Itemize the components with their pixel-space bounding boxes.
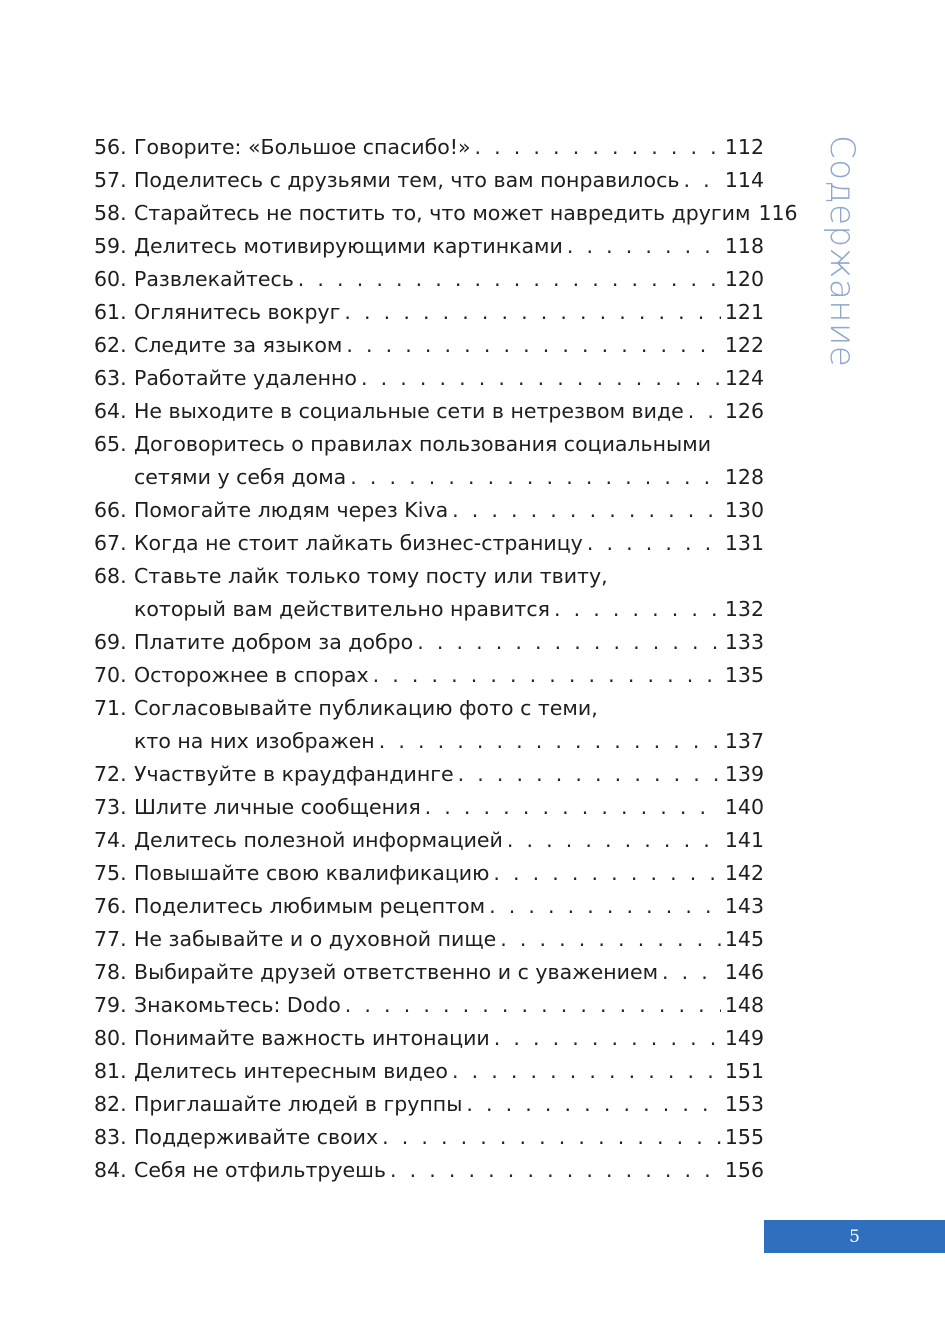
toc-entry-number: 72.: [94, 762, 127, 786]
toc-entry: [94, 263, 764, 296]
toc-entry-number: 76.: [94, 894, 127, 918]
toc-entry-body: [134, 560, 764, 626]
dot-leader: [361, 362, 721, 395]
toc-entry-title: Развлекайтесь: [134, 267, 294, 291]
toc-entry-title: Делитесь мотивирующими картинками: [134, 234, 563, 258]
toc-entry-page: 141: [724, 828, 764, 852]
toc-entry-body: [134, 296, 764, 329]
toc-entry-title: Приглашайте людей в группы: [134, 1092, 463, 1116]
toc-entry-body: [134, 1022, 764, 1055]
dot-leader: [466, 1088, 720, 1121]
toc-entry: [94, 131, 764, 164]
toc-entry-title: Выбирайте друзей ответственно и с уважением: [134, 960, 659, 984]
dot-leader: [489, 890, 721, 923]
toc-entry-line: [134, 131, 764, 164]
toc-entry-line: [134, 230, 764, 263]
toc-entry-page: 130: [724, 498, 764, 522]
toc-entry-line: [134, 659, 764, 692]
toc-entry-line: [134, 263, 764, 296]
dot-leader: [379, 725, 721, 758]
toc-entry: [94, 164, 764, 197]
toc-entry-title: Оглянитесь вокруг: [134, 300, 341, 324]
toc-entry: [94, 395, 764, 428]
dot-leader: [452, 494, 721, 527]
toc-entry-number: 84.: [94, 1158, 127, 1182]
toc-entry-page: 124: [724, 366, 764, 390]
toc-entry-body: [134, 626, 764, 659]
toc-entry-title: сетями у себя дома: [134, 465, 347, 489]
toc-entry-number: 65.: [94, 432, 127, 456]
toc-entry: [94, 692, 764, 758]
toc-entry-title: Не забывайте и о духовной пище: [134, 927, 497, 951]
dot-leader: [458, 758, 721, 791]
toc-entry-line: [134, 989, 764, 1022]
toc-entry-line: [134, 1055, 764, 1088]
dot-leader: [475, 131, 721, 164]
toc-entry-title: кто на них изображен: [134, 729, 375, 753]
toc-entry-line: [134, 1154, 764, 1187]
toc-entry: [94, 758, 764, 791]
toc-entry-number: 81.: [94, 1059, 127, 1083]
toc-entry-title: Себя не отфильтруешь: [134, 1158, 387, 1182]
toc-entry-body: [134, 659, 764, 692]
dot-leader: [373, 659, 721, 692]
section-title: Содержание: [822, 135, 862, 368]
toc-entry-body: [134, 923, 764, 956]
toc-entry-line: [134, 725, 764, 758]
toc-entry: [94, 1088, 764, 1121]
dot-leader: [587, 527, 721, 560]
dot-leader: [507, 824, 721, 857]
toc-entry-title: который вам действительно нравится: [134, 597, 550, 621]
toc-entry-line: [134, 362, 764, 395]
toc-entry-page: 126: [724, 399, 764, 423]
toc-entry-body: [134, 956, 764, 989]
toc-entry-line: [134, 494, 764, 527]
toc-entry-title: Делитесь полезной информацией: [134, 828, 503, 852]
dot-leader: [494, 1022, 721, 1055]
toc-entry-body: [134, 428, 764, 494]
toc-entry-line: [134, 395, 764, 428]
toc-entry-number: 56.: [94, 135, 127, 159]
toc-entry-number: 58.: [94, 201, 127, 225]
toc-entry-line: [134, 329, 764, 362]
toc-entry-number: 83.: [94, 1125, 127, 1149]
toc-entry-title: Осторожнее в спорах: [134, 663, 369, 687]
toc-entry-body: [134, 230, 764, 263]
toc-entry-line: [134, 692, 764, 725]
toc-entry-line: [134, 857, 764, 890]
toc-entry-page: 116: [758, 201, 798, 225]
toc-entry: [94, 890, 764, 923]
toc-entry-page: 132: [724, 597, 764, 621]
toc-entry-body: [134, 527, 764, 560]
toc-entry: [94, 791, 764, 824]
toc-entry-title: Делитесь интересным видео: [134, 1059, 448, 1083]
toc-entry: [94, 1154, 764, 1187]
toc-entry-body: [134, 1154, 764, 1187]
toc-entry-page: 149: [724, 1026, 764, 1050]
dot-leader: [345, 989, 721, 1022]
toc-entry: [94, 362, 764, 395]
toc-entry: [94, 560, 764, 626]
toc-entry-page: 135: [724, 663, 764, 687]
toc-entry-line: [134, 923, 764, 956]
toc-entry-page: 131: [724, 531, 764, 555]
toc-entry-title: Согласовывайте публикацию фото с теми,: [134, 696, 598, 720]
toc-entry: [94, 956, 764, 989]
toc-entry-page: 137: [724, 729, 764, 753]
dot-leader: [417, 626, 721, 659]
toc-entry-line: [134, 824, 764, 857]
toc-entry-number: 77.: [94, 927, 127, 951]
toc-entry: [94, 428, 764, 494]
toc-entry: [94, 1121, 764, 1154]
toc-entry-body: [134, 857, 764, 890]
toc-entry: [94, 626, 764, 659]
toc-entry-line: [134, 758, 764, 791]
toc-entry-body: [134, 263, 764, 296]
toc-entry-line: [134, 1022, 764, 1055]
toc-entry-title: Платите добром за добро: [134, 630, 414, 654]
toc-entry-body: [134, 890, 764, 923]
toc-entry-title: Ставьте лайк только тому посту или твиту,: [134, 564, 608, 588]
toc-entry-body: [134, 395, 764, 428]
dot-leader: [298, 263, 721, 296]
toc-entry-number: 66.: [94, 498, 127, 522]
toc-entry-title: Договоритесь о правилах пользования социальными: [134, 432, 712, 456]
dot-leader: [493, 857, 720, 890]
toc-entry: [94, 989, 764, 1022]
toc-entry-line: [134, 593, 764, 626]
toc-entry: [94, 296, 764, 329]
toc-entry-line: [134, 1088, 764, 1121]
toc-entry-line: [134, 890, 764, 923]
dot-leader: [452, 1055, 721, 1088]
toc-entry-page: 122: [724, 333, 764, 357]
toc-entry-title: Участвуйте в краудфандинге: [134, 762, 454, 786]
dot-leader: [688, 395, 721, 428]
toc-entry-number: 69.: [94, 630, 127, 654]
toc-entry-body: [134, 164, 764, 197]
toc-entry-body: [134, 197, 798, 230]
toc-entry-body: [134, 131, 764, 164]
toc-entry-page: 121: [724, 300, 764, 324]
toc-entry-title: Помогайте людям через Kiva: [134, 498, 449, 522]
toc-entry-body: [134, 791, 764, 824]
toc-entry-title: Знакомьтесь: Dodo: [134, 993, 341, 1017]
toc-entry-title: Не выходите в социальные сети в нетрезвом виде: [134, 399, 684, 423]
toc-entry-page: 120: [724, 267, 764, 291]
toc-entry-page: 145: [724, 927, 764, 951]
toc-entry-page: 143: [724, 894, 764, 918]
toc-entry-page: 148: [724, 993, 764, 1017]
toc-entry-number: 68.: [94, 564, 127, 588]
toc-entry-number: 82.: [94, 1092, 127, 1116]
toc-entry-number: 63.: [94, 366, 127, 390]
toc-entry-number: 60.: [94, 267, 127, 291]
toc-entry-body: [134, 758, 764, 791]
toc-entry-page: 153: [724, 1092, 764, 1116]
toc-entry-line: [134, 164, 764, 197]
dot-leader: [344, 296, 720, 329]
dot-leader: [683, 164, 720, 197]
toc-entry-page: 128: [724, 465, 764, 489]
toc-entry: [94, 230, 764, 263]
toc-entry-line: [134, 428, 764, 461]
toc-entry: [94, 824, 764, 857]
toc-entry: [94, 923, 764, 956]
toc-entry-title: Говорите: «Большое спасибо!»: [134, 135, 471, 159]
page-number-tab: [764, 1220, 945, 1253]
toc-entry-number: 70.: [94, 663, 127, 687]
dot-leader: [554, 593, 721, 626]
toc-entry-number: 67.: [94, 531, 127, 555]
toc-entry-line: [134, 461, 764, 494]
toc-entry: [94, 659, 764, 692]
toc-entry-line: [134, 296, 764, 329]
dot-leader: [662, 956, 721, 989]
toc-entry-page: 156: [724, 1158, 764, 1182]
toc-entry-title: Следите за языком: [134, 333, 343, 357]
toc-entry-line: [134, 956, 764, 989]
dot-leader: [382, 1121, 721, 1154]
toc-entry-line: [134, 626, 764, 659]
toc-entry-line: [134, 791, 764, 824]
toc-entry-title: Шлите личные сообщения: [134, 795, 421, 819]
toc-entry-line: [134, 197, 798, 230]
toc-entry-body: [134, 824, 764, 857]
toc-entry-page: 112: [724, 135, 764, 159]
toc-entry-line: [134, 527, 764, 560]
toc-entry-title: Поддерживайте своих: [134, 1125, 379, 1149]
toc-entry-page: 155: [724, 1125, 764, 1149]
toc-entry-number: 57.: [94, 168, 127, 192]
toc-entry-number: 61.: [94, 300, 127, 324]
toc-entry: [94, 329, 764, 362]
toc-entry-number: 78.: [94, 960, 127, 984]
dot-leader: [567, 230, 721, 263]
toc-entry-title: Повышайте свою квалификацию: [134, 861, 490, 885]
toc-entry-body: [134, 494, 764, 527]
toc-entry-number: 74.: [94, 828, 127, 852]
toc-entry-number: 73.: [94, 795, 127, 819]
dot-leader: [390, 1154, 721, 1187]
toc-entry: [94, 197, 798, 230]
toc-entry-line: [134, 560, 764, 593]
toc-entry-page: 118: [724, 234, 764, 258]
toc-entry-title: Когда не стоит лайкать бизнес-страницу: [134, 531, 583, 555]
toc-entry-page: 151: [724, 1059, 764, 1083]
toc-entry: [94, 1055, 764, 1088]
toc-entry-page: 140: [724, 795, 764, 819]
toc-entry-line: [134, 1121, 764, 1154]
toc-entry-page: 146: [724, 960, 764, 984]
dot-leader: [500, 923, 721, 956]
toc-entry-body: [134, 692, 764, 758]
toc-entry-title: Старайтесь не постить то, что может навредить другим: [134, 201, 751, 225]
toc-entry-number: 75.: [94, 861, 127, 885]
toc-entry-title: Понимайте важность интонации: [134, 1026, 490, 1050]
toc-entry-body: [134, 989, 764, 1022]
toc-entry-page: 139: [724, 762, 764, 786]
toc-entry-page: 142: [724, 861, 764, 885]
dot-leader: [350, 461, 721, 494]
toc-entry: [94, 857, 764, 890]
toc-entry-body: [134, 329, 764, 362]
toc-entry-number: 80.: [94, 1026, 127, 1050]
toc-entry-number: 79.: [94, 993, 127, 1017]
page-number: 5: [849, 1226, 860, 1247]
toc-entry-number: 59.: [94, 234, 127, 258]
dot-leader: [425, 791, 721, 824]
toc-entry-body: [134, 1088, 764, 1121]
toc-entry-title: Поделитесь с друзьями тем, что вам понравилось: [134, 168, 680, 192]
toc-entry-page: 114: [724, 168, 764, 192]
dot-leader: [346, 329, 720, 362]
toc-entry-body: [134, 1055, 764, 1088]
table-of-contents: [94, 131, 798, 1187]
toc-entry-title: Поделитесь любимым рецептом: [134, 894, 486, 918]
toc-entry-number: 62.: [94, 333, 127, 357]
toc-entry-body: [134, 362, 764, 395]
toc-entry-title: Работайте удаленно: [134, 366, 357, 390]
toc-entry: [94, 527, 764, 560]
toc-entry-number: 71.: [94, 696, 127, 720]
toc-entry: [94, 494, 764, 527]
toc-entry: [94, 1022, 764, 1055]
toc-entry-page: 133: [724, 630, 764, 654]
toc-entry-body: [134, 1121, 764, 1154]
toc-entry-number: 64.: [94, 399, 127, 423]
